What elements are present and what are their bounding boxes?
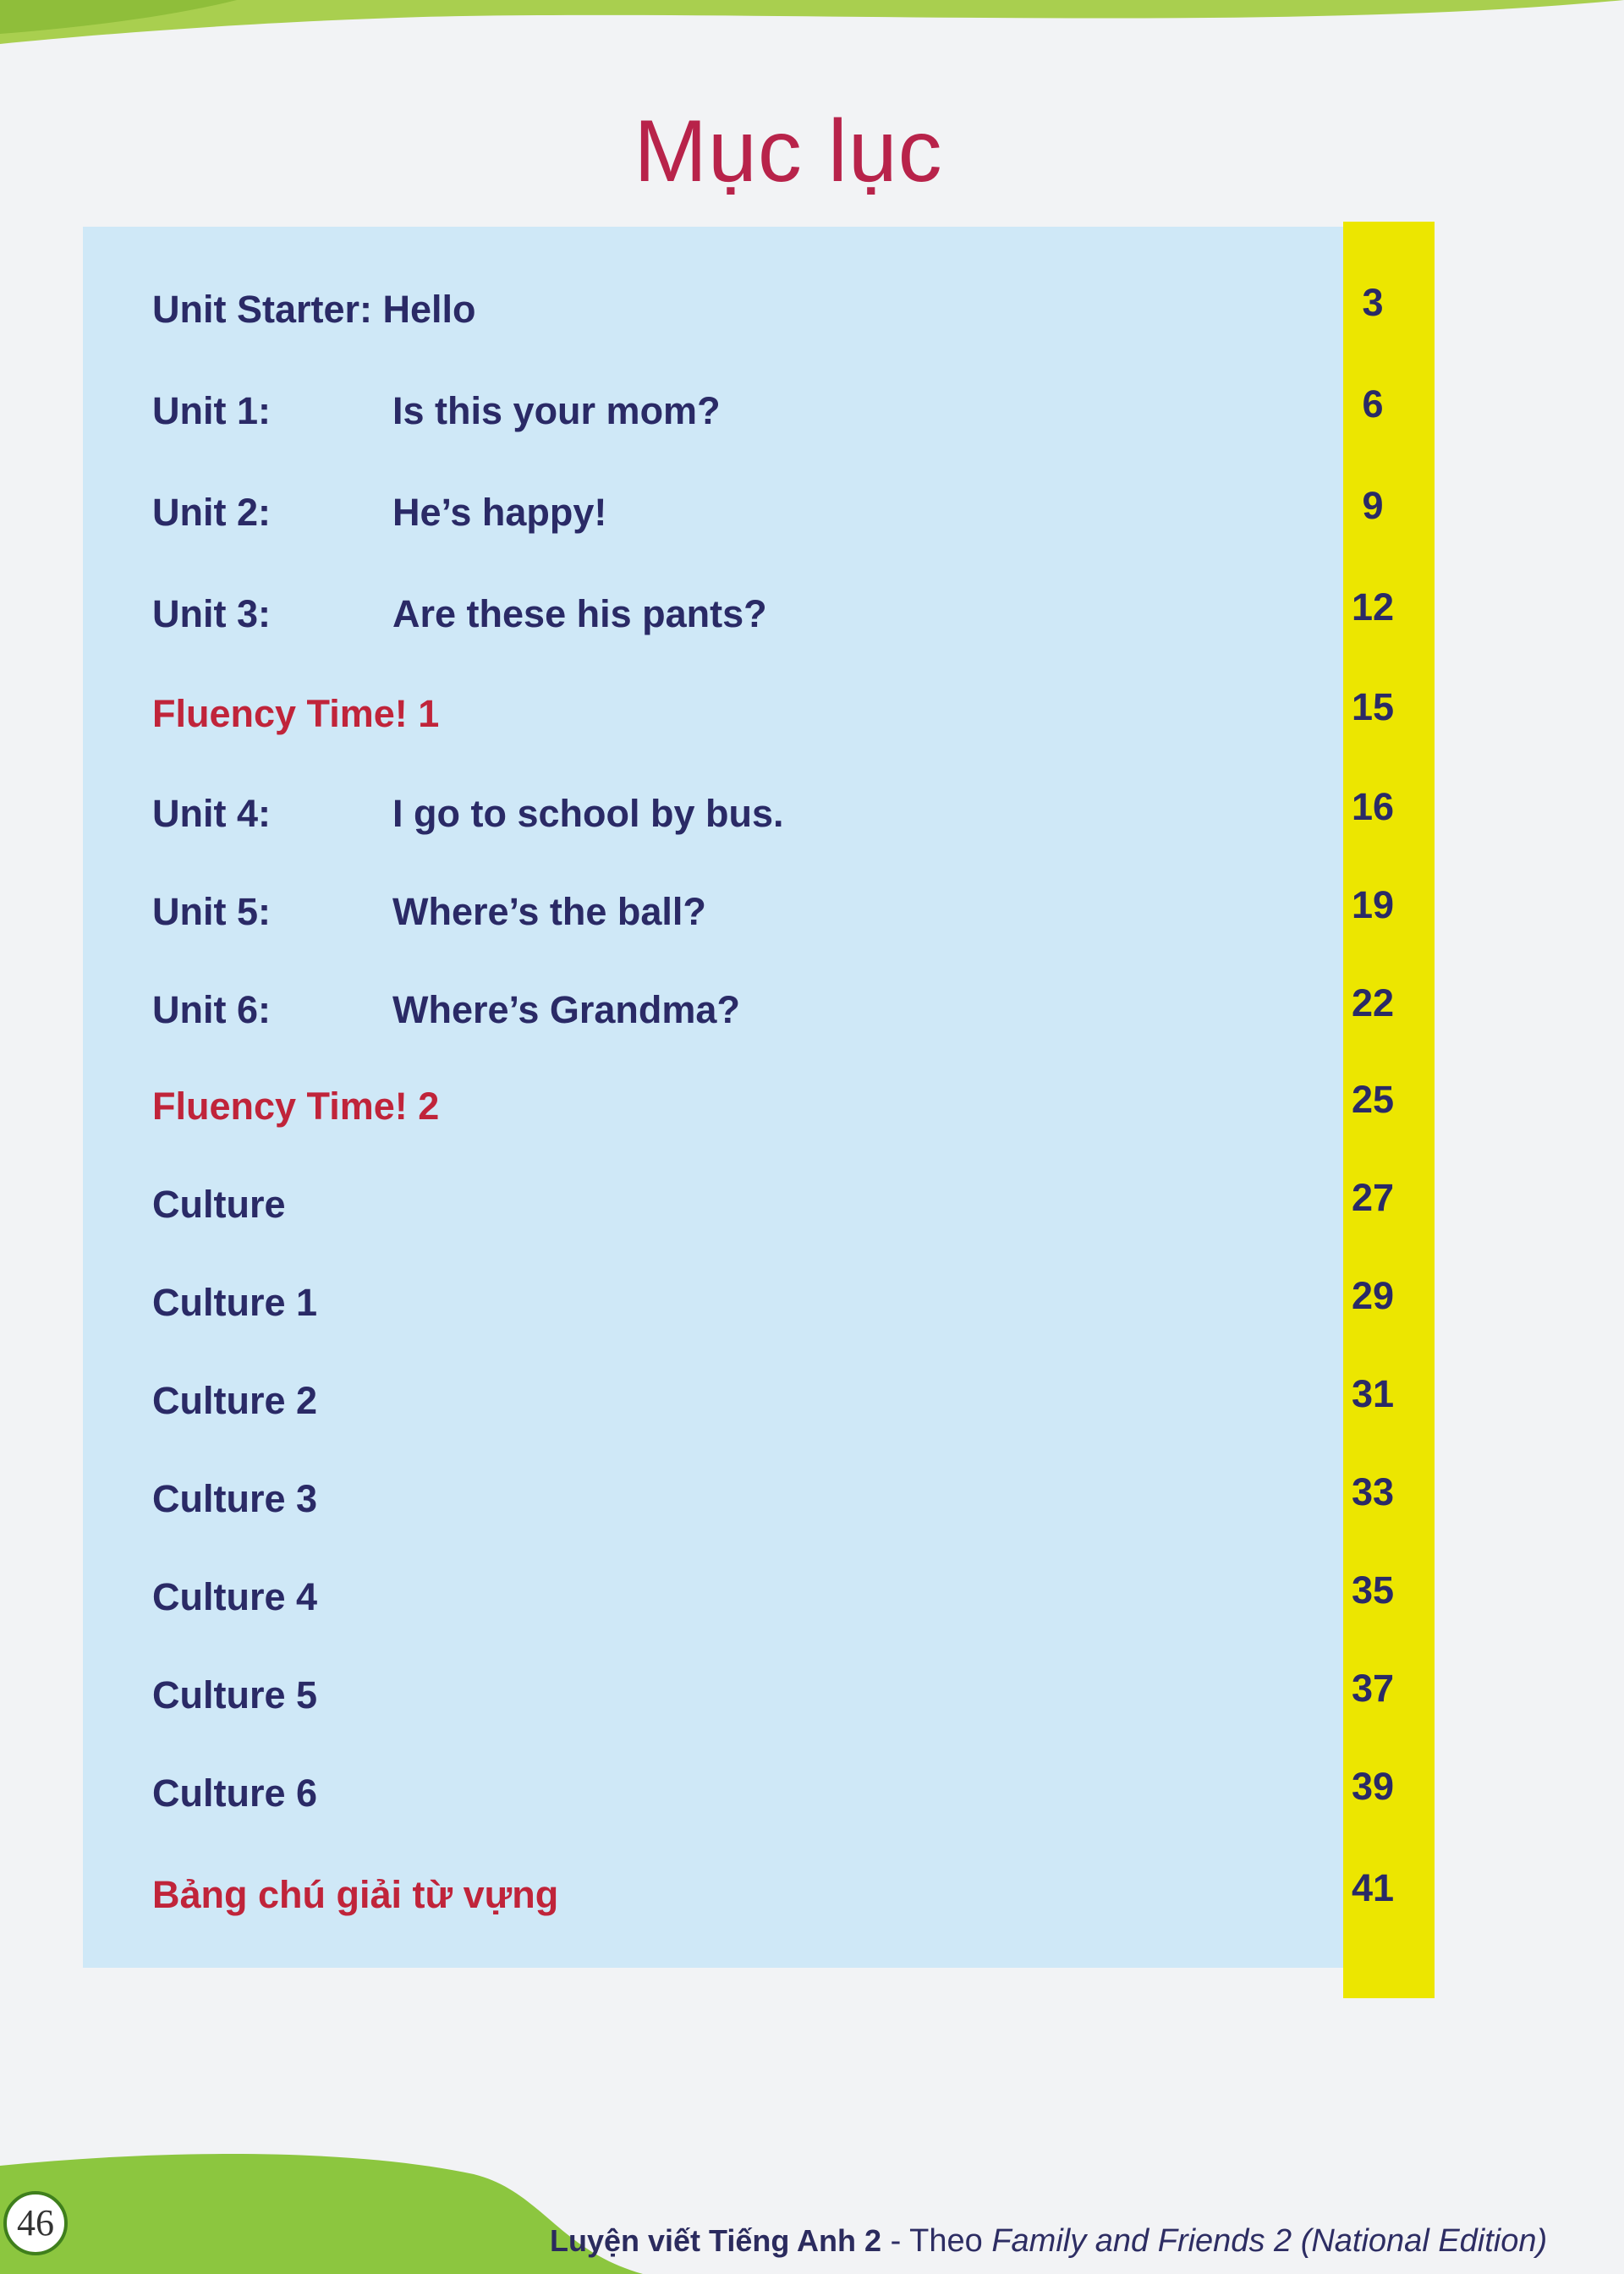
toc-entry-page: 12 <box>1351 585 1395 629</box>
toc-entry-label: Unit 6: <box>152 988 271 1031</box>
toc-entry <box>152 1372 1506 1438</box>
toc-entry-title: Where’s Grandma? <box>392 988 740 1031</box>
toc-entry-label: Fluency Time! 2 <box>152 1085 440 1128</box>
toc-entry-page: 41 <box>1351 1866 1395 1909</box>
toc-entry <box>152 1667 1506 1733</box>
toc-entry <box>152 1078 1506 1144</box>
toc-entry-label: Culture <box>152 1183 286 1226</box>
toc-entry-label: Unit 3: <box>152 592 271 635</box>
toc-entry-page: 29 <box>1351 1274 1395 1317</box>
toc-entry-label: Culture 1 <box>152 1281 318 1324</box>
top-decoration <box>0 0 1624 68</box>
toc-entry <box>152 382 1506 448</box>
toc-entry-label: Fluency Time! 1 <box>152 692 440 735</box>
toc-entry-title: Are these his pants? <box>392 592 767 635</box>
book-title: Luyện viết Tiếng Anh 2 <box>550 2223 882 2258</box>
toc-entry-page: 22 <box>1351 981 1395 1024</box>
toc-entry-title: He’s happy! <box>392 491 607 534</box>
toc-entry-page: 6 <box>1362 382 1384 426</box>
toc-entry-page: 3 <box>1362 281 1384 324</box>
toc-entry <box>152 1568 1506 1634</box>
toc-entry <box>152 883 1506 949</box>
toc-entry-page: 16 <box>1351 785 1395 828</box>
toc-entry-label: Unit 2: <box>152 491 271 534</box>
toc-entry-page: 31 <box>1351 1372 1395 1415</box>
toc-entry-label: Culture 6 <box>152 1771 318 1815</box>
toc-entry-title: Is this your mom? <box>392 389 721 432</box>
toc-entry <box>152 585 1506 651</box>
toc-entry <box>152 785 1506 851</box>
toc-entry-page: 25 <box>1351 1078 1395 1121</box>
page-title: Mục lục <box>634 102 943 200</box>
toc-entry <box>152 1176 1506 1242</box>
toc-entry-label: Unit 5: <box>152 890 271 933</box>
toc-entry-label: Culture 2 <box>152 1379 318 1422</box>
toc-entry-label: Culture 5 <box>152 1673 318 1716</box>
toc-entry-label: Unit Starter: Hello <box>152 288 476 331</box>
toc-entry-page: 19 <box>1351 883 1395 926</box>
toc-entry <box>152 281 1506 347</box>
toc-entry-page: 39 <box>1351 1765 1395 1808</box>
toc-entry <box>152 1866 1506 1932</box>
toc-entry-label: Bảng chú giải từ vựng <box>152 1873 559 1916</box>
footer-separator: - Theo <box>881 2223 992 2259</box>
toc-entry-page: 27 <box>1351 1176 1395 1219</box>
toc-entry <box>152 1470 1506 1536</box>
toc-entry-page: 37 <box>1351 1667 1395 1710</box>
toc-entry-title: I go to school by bus. <box>392 792 784 835</box>
toc-entry <box>152 1765 1506 1831</box>
toc-entry-page: 33 <box>1351 1470 1395 1513</box>
toc-entry-page: 9 <box>1362 484 1384 527</box>
toc-entry <box>152 685 1506 751</box>
footer-caption <box>550 2223 1547 2260</box>
toc-entry-label: Culture 4 <box>152 1575 318 1618</box>
page-number-badge: 46 <box>3 2191 68 2255</box>
toc-entry <box>152 1274 1506 1340</box>
toc-entry-page: 35 <box>1351 1568 1395 1612</box>
toc-entry-title: Where’s the ball? <box>392 890 706 933</box>
toc-entry-label: Culture 3 <box>152 1477 318 1520</box>
toc-entry-label: Unit 1: <box>152 389 271 432</box>
series-title: Family and Friends 2 (National Edition) <box>991 2223 1548 2259</box>
toc-entry-page: 15 <box>1351 685 1395 728</box>
toc-entry-label: Unit 4: <box>152 792 271 835</box>
toc-entry <box>152 484 1506 550</box>
toc-entry <box>152 981 1506 1047</box>
